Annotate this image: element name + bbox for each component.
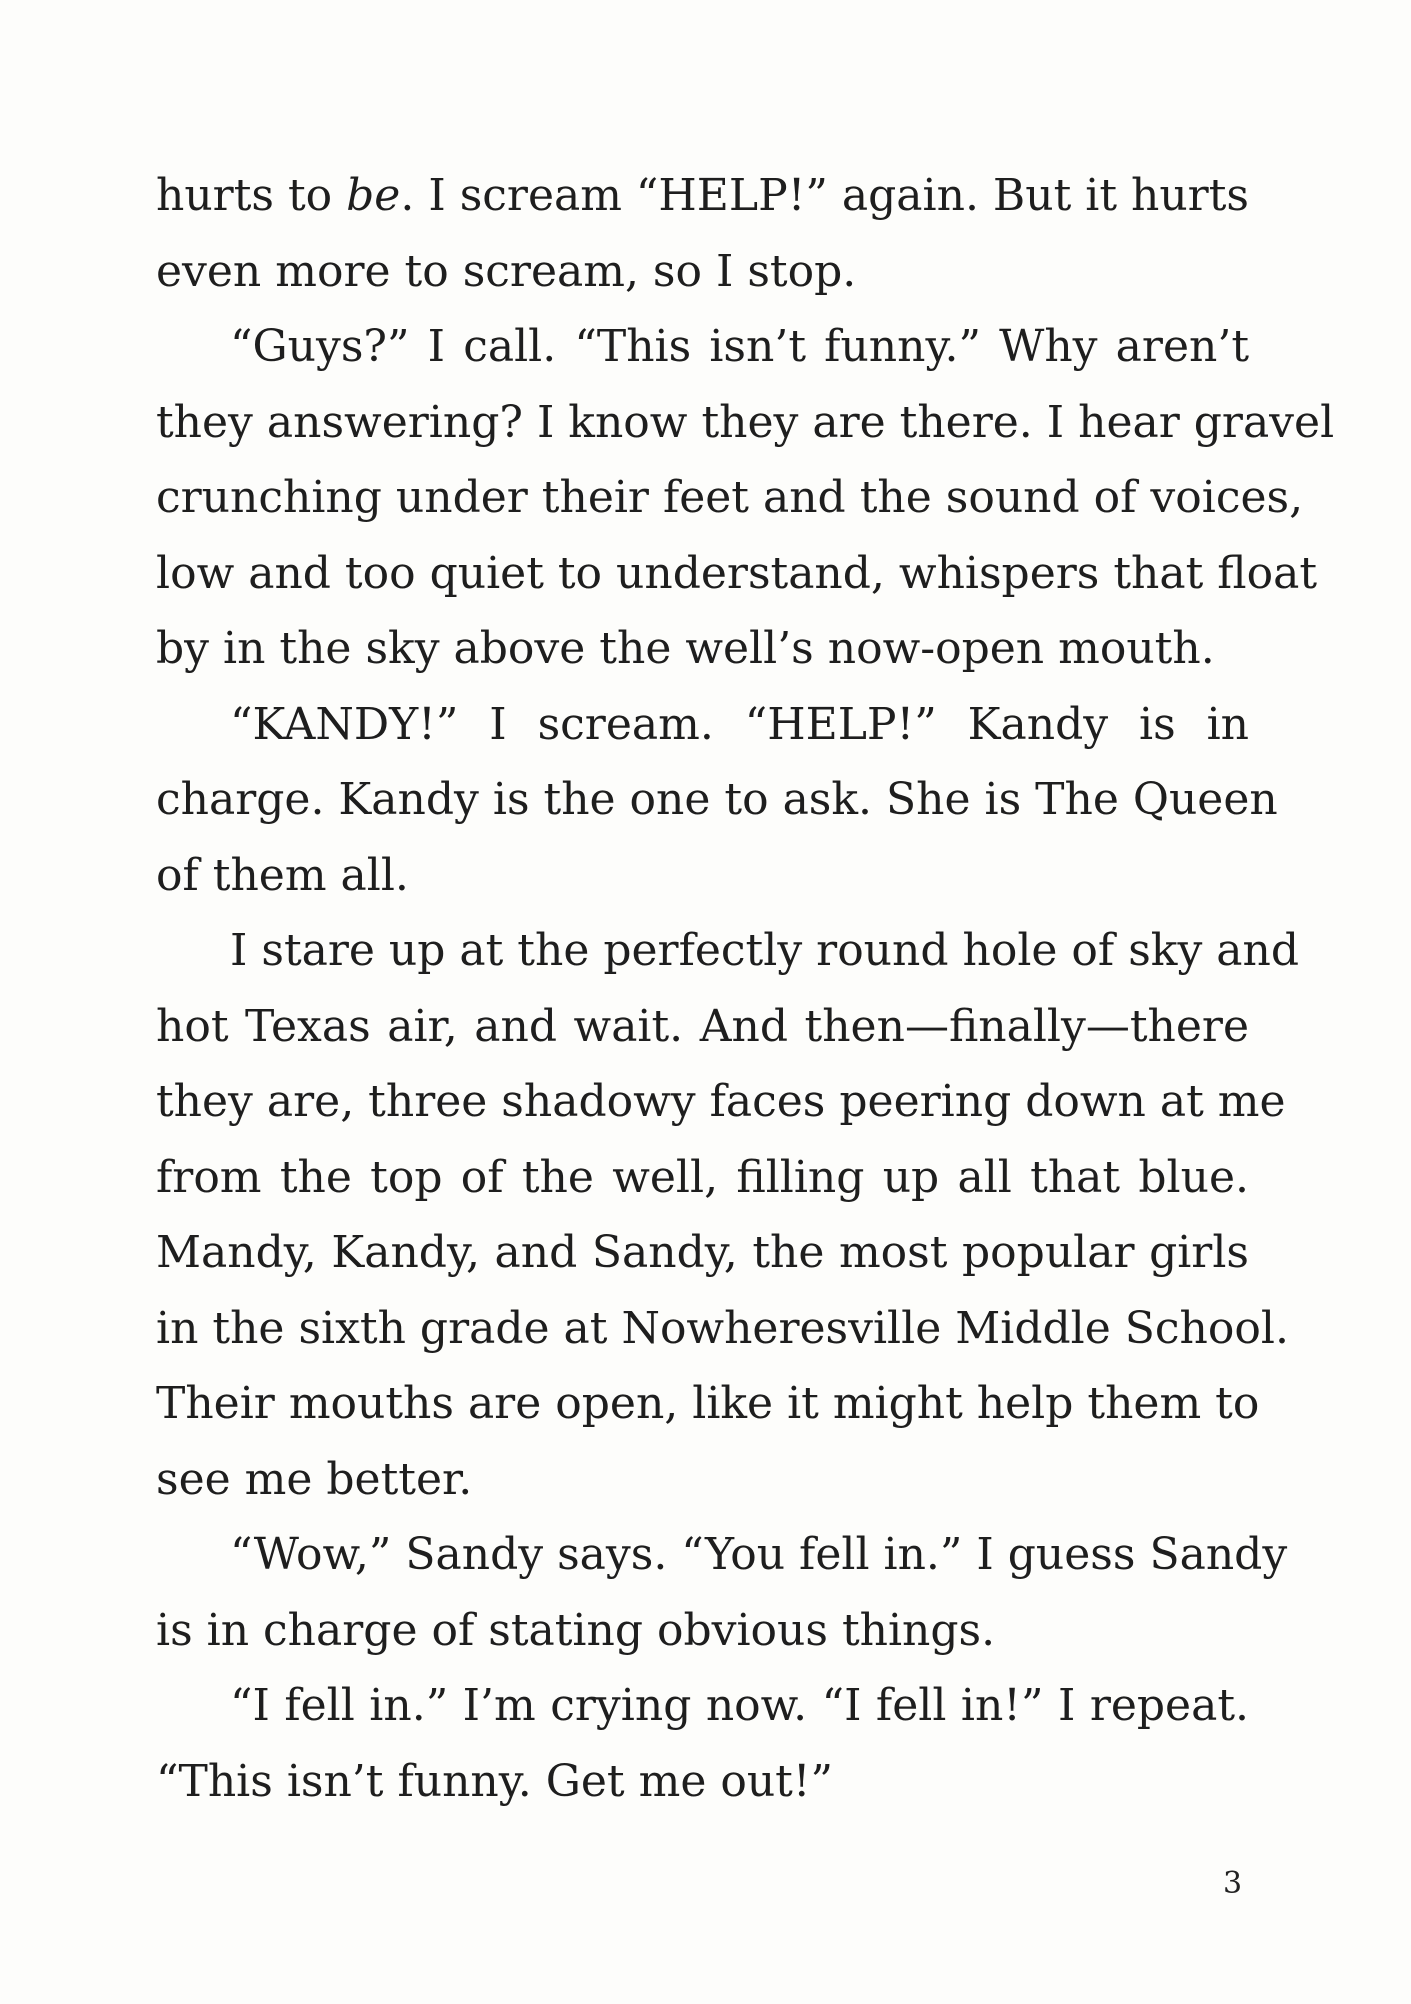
text-line: they answering? I know they are there. I hear gravel: [156, 396, 1335, 448]
text-line: from the top of the well, filling up all that blue.: [156, 1151, 1249, 1203]
text-line: I stare up at the perfectly round hole of sky and: [230, 925, 1300, 976]
text-line: even more to scream, so I stop.: [156, 245, 857, 297]
text-line: “KANDY!” I scream. “HELP!” Kandy is in: [230, 698, 1249, 750]
text-line: Mandy, Kandy, and Sandy, the most popular girls: [156, 1227, 1249, 1278]
text-line: of them all.: [156, 849, 409, 901]
text-line: in the sixth grade at Nowheresville Middle School.: [156, 1302, 1289, 1354]
text-line: by in the sky above the well’s now-open mouth.: [156, 623, 1215, 674]
emphasis-text: be: [346, 170, 401, 221]
page-body-text: [156, 158, 1335, 1819]
text-line: “Guys?” I call. “This isn’t funny.” Why aren’t: [230, 321, 1249, 372]
text-line: they are, three shadowy faces peering down at me: [156, 1076, 1286, 1127]
text-line: “This isn’t funny. Get me out!”: [156, 1755, 834, 1807]
page-number: 3: [1223, 1866, 1243, 1901]
text-line: hurts to be. I scream “HELP!” again. But it hurts: [156, 170, 1249, 221]
text-line: Their mouths are open, like it might help them to: [156, 1378, 1260, 1429]
text-line: “I fell in.” I’m crying now. “I fell in!” I repeat.: [230, 1680, 1249, 1731]
text-line: charge. Kandy is the one to ask. She is The Queen: [156, 774, 1278, 825]
text-line: see me better.: [156, 1453, 473, 1505]
text-line: “Wow,” Sandy says. “You fell in.” I guess Sandy: [230, 1529, 1288, 1580]
text-line: is in charge of stating obvious things.: [156, 1604, 996, 1656]
text-line: low and too quiet to understand, whispers that float: [156, 547, 1318, 599]
text-line: crunching under their feet and the sound of voices,: [156, 472, 1304, 523]
text-line: hot Texas air, and wait. And then—finally—there: [156, 1000, 1249, 1052]
